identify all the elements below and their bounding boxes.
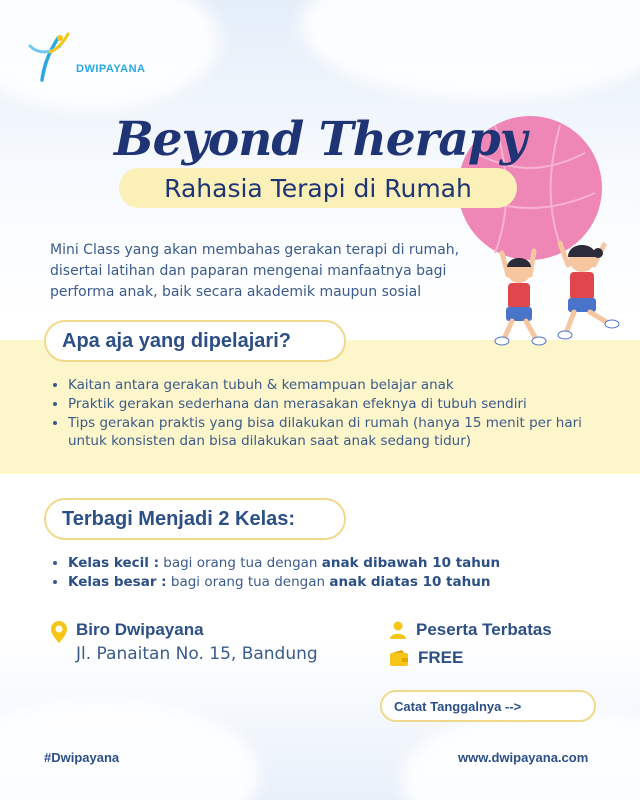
- cloud-decoration: [0, 700, 260, 800]
- subtitle-badge: [119, 168, 517, 208]
- participants-info: [390, 620, 552, 640]
- classes-list: [52, 554, 588, 592]
- footer-hashtag: #Dwipayana: [44, 750, 120, 765]
- participants-label: Peserta Terbatas: [416, 620, 552, 639]
- cloud-decoration: [300, 0, 640, 100]
- dwipayana-logo-icon: [28, 32, 72, 82]
- save-date-button[interactable]: [380, 690, 596, 722]
- price-label: FREE: [418, 648, 464, 667]
- learn-heading: Apa aja yang dipelajari?: [62, 329, 291, 352]
- page-title: Beyond Therapy: [113, 112, 527, 167]
- list-item: • Kelas kecil : bagi orang tua dengan anak dibawah 10 tahun: [68, 554, 588, 572]
- learn-list: [52, 376, 588, 451]
- page-subtitle: Rahasia Terapi di Rumah: [164, 173, 472, 203]
- list-item: • Kelas besar : bagi orang tua dengan anak diatas 10 tahun: [68, 573, 588, 591]
- list-item: • Kaitan antara gerakan tubuh & kemampuan belajar anak: [68, 376, 588, 394]
- brand-logo: [28, 32, 146, 82]
- location-name: Biro Dwipayana: [76, 620, 204, 639]
- location-address: Jl. Panaitan No. 15, Bandung: [76, 644, 318, 664]
- person-icon: [390, 621, 406, 639]
- price-info: [390, 648, 463, 668]
- list-item: • Praktik gerakan sederhana dan merasakan efeknya di tubuh sendiri: [68, 395, 588, 413]
- footer-website-link[interactable]: www.dwipayana.com: [458, 750, 589, 765]
- children-illustration-icon: [490, 235, 630, 350]
- learn-heading-badge: [44, 320, 346, 362]
- location-pin-icon: [50, 620, 68, 644]
- classes-heading-badge: [44, 498, 346, 540]
- save-date-label: Catat Tanggalnya -->: [394, 698, 522, 714]
- classes-heading: Terbagi Menjadi 2 Kelas:: [62, 507, 296, 530]
- wallet-icon: [390, 650, 408, 666]
- brand-name: DWIPAYANA: [76, 63, 146, 75]
- intro-text: Mini Class yang akan membahas gerakan terapi di rumah, disertai latihan dan paparan mengenai manfaatnya bagi performa anak, baik secara akademik maupun sosial: [50, 242, 460, 300]
- list-item: • Tips gerakan praktis yang bisa dilakukan di rumah (hanya 15 menit per hari untuk konsisten dan bisa dilakukan saat anak sedang tidur): [68, 414, 588, 450]
